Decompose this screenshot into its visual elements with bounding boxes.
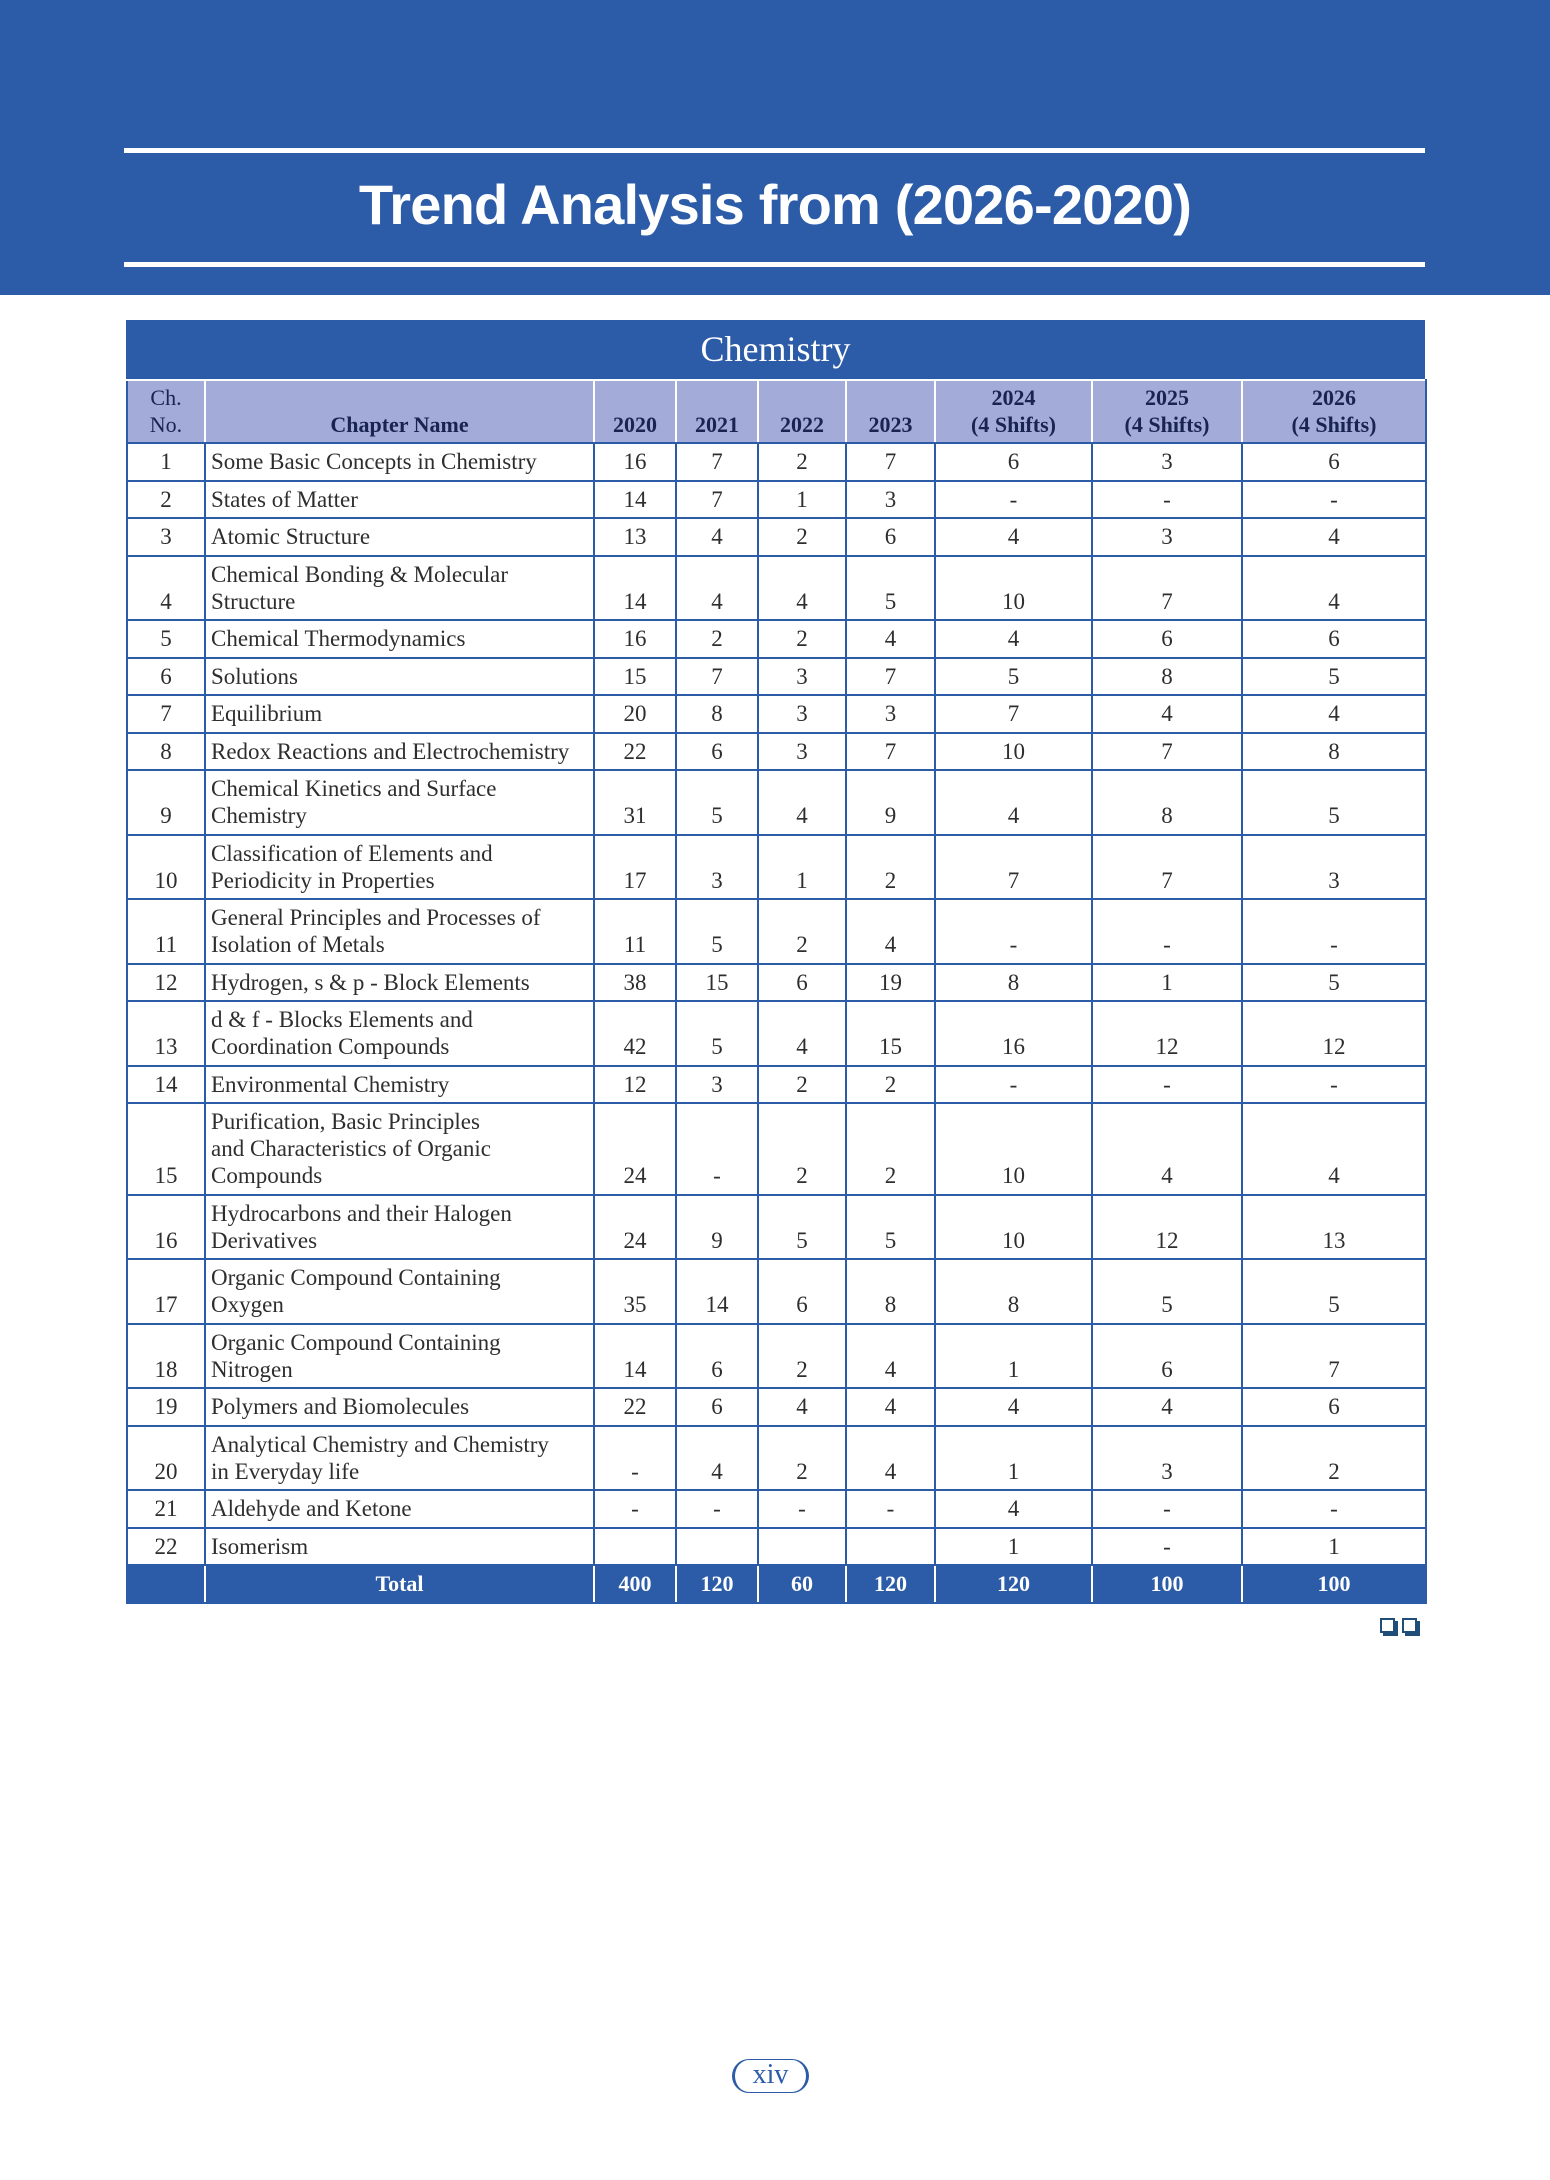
header-2023: 2023 [846, 380, 935, 443]
total-2025: 100 [1092, 1565, 1242, 1603]
value-cell-2026: 2 [1242, 1426, 1426, 1491]
value-cell-2023: 3 [846, 481, 935, 519]
table-row [127, 556, 1426, 621]
chapter-name-cell: Aldehyde and Ketone [205, 1490, 594, 1528]
value-cell-2020: 42 [594, 1001, 676, 1066]
chapter-name-cell: States of Matter [205, 481, 594, 519]
value-cell-2026: 5 [1242, 770, 1426, 835]
value-cell-2024: 10 [935, 556, 1092, 621]
value-cell-2024: 7 [935, 835, 1092, 900]
value-cell-2025: 7 [1092, 556, 1242, 621]
value-cell-2024: 1 [935, 1528, 1092, 1566]
value-cell-2021: - [676, 1103, 758, 1195]
value-cell-2021: 8 [676, 695, 758, 733]
value-cell-2025: 12 [1092, 1001, 1242, 1066]
table-row [127, 1324, 1426, 1389]
value-cell-2020: 16 [594, 620, 676, 658]
value-cell-2024: 1 [935, 1426, 1092, 1491]
value-cell-2023: 19 [846, 964, 935, 1002]
chapter-number-cell: 5 [127, 620, 205, 658]
table-row [127, 1259, 1426, 1324]
chapter-number-cell: 15 [127, 1103, 205, 1195]
chapter-name-cell: Chemical Thermodynamics [205, 620, 594, 658]
value-cell-2026: 8 [1242, 733, 1426, 771]
value-cell-2026: 6 [1242, 443, 1426, 481]
total-2023: 120 [846, 1565, 935, 1603]
value-cell-2021: 6 [676, 1388, 758, 1426]
total-label: Total [205, 1565, 594, 1603]
value-cell-2021: 15 [676, 964, 758, 1002]
value-cell-2026: 7 [1242, 1324, 1426, 1389]
chapter-number-cell: 10 [127, 835, 205, 900]
chapter-name-cell: Some Basic Concepts in Chemistry [205, 443, 594, 481]
header-2024: 2024 (4 Shifts) [935, 380, 1092, 443]
value-cell-2025: 4 [1092, 1103, 1242, 1195]
value-cell-2021: 5 [676, 1001, 758, 1066]
chapter-name-cell: Environmental Chemistry [205, 1066, 594, 1104]
chapter-name-cell: Chemical Kinetics and Surface Chemistry [205, 770, 594, 835]
chapter-number-cell: 16 [127, 1195, 205, 1260]
value-cell-2024: - [935, 481, 1092, 519]
value-cell-2025: 6 [1092, 1324, 1242, 1389]
value-cell-2026: 4 [1242, 518, 1426, 556]
value-cell-2021 [676, 1528, 758, 1566]
value-cell-2023: 7 [846, 658, 935, 696]
value-cell-2021: - [676, 1490, 758, 1528]
table-row [127, 1066, 1426, 1104]
page-number: xiv [732, 2059, 809, 2093]
chapter-number-cell: 17 [127, 1259, 205, 1324]
value-cell-2020: 14 [594, 556, 676, 621]
shadowed-square-icon [1380, 1618, 1395, 1633]
chapter-name-cell: Organic Compound Containing Oxygen [205, 1259, 594, 1324]
value-cell-2022: - [758, 1490, 846, 1528]
total-2021: 120 [676, 1565, 758, 1603]
value-cell-2020 [594, 1528, 676, 1566]
chapter-name-cell: Classification of Elements and Periodicity in Properties [205, 835, 594, 900]
chapter-number-cell: 13 [127, 1001, 205, 1066]
chapter-number-cell: 6 [127, 658, 205, 696]
total-row [127, 1565, 1426, 1603]
value-cell-2024: 4 [935, 1388, 1092, 1426]
value-cell-2026: 5 [1242, 964, 1426, 1002]
chapter-name-cell: Hydrocarbons and their Halogen Derivatives [205, 1195, 594, 1260]
value-cell-2020: 12 [594, 1066, 676, 1104]
chapter-number-cell: 20 [127, 1426, 205, 1491]
chapter-name-cell: Atomic Structure [205, 518, 594, 556]
value-cell-2021: 7 [676, 658, 758, 696]
value-cell-2025: 4 [1092, 695, 1242, 733]
value-cell-2024: 4 [935, 518, 1092, 556]
value-cell-2020: 24 [594, 1103, 676, 1195]
value-cell-2020: 20 [594, 695, 676, 733]
value-cell-2022: 4 [758, 770, 846, 835]
table-row [127, 899, 1426, 964]
value-cell-2026: - [1242, 1066, 1426, 1104]
value-cell-2023: 3 [846, 695, 935, 733]
value-cell-2020: - [594, 1426, 676, 1491]
value-cell-2026: 3 [1242, 835, 1426, 900]
value-cell-2022: 6 [758, 964, 846, 1002]
value-cell-2020: 17 [594, 835, 676, 900]
value-cell-2024: 5 [935, 658, 1092, 696]
value-cell-2022: 2 [758, 1426, 846, 1491]
value-cell-2025: 4 [1092, 1388, 1242, 1426]
value-cell-2025: 5 [1092, 1259, 1242, 1324]
value-cell-2021: 5 [676, 770, 758, 835]
title-top-rule [124, 148, 1425, 153]
page-title: Trend Analysis from (2026-2020) [358, 173, 1192, 236]
chapter-name-cell: Hydrogen, s & p - Block Elements [205, 964, 594, 1002]
value-cell-2021: 2 [676, 620, 758, 658]
value-cell-2020: 22 [594, 1388, 676, 1426]
value-cell-2023: 4 [846, 899, 935, 964]
shadowed-square-icon [1402, 1618, 1417, 1633]
value-cell-2020: 11 [594, 899, 676, 964]
value-cell-2023: 5 [846, 1195, 935, 1260]
value-cell-2023: 15 [846, 1001, 935, 1066]
table-row [127, 518, 1426, 556]
value-cell-2021: 3 [676, 1066, 758, 1104]
value-cell-2022: 3 [758, 658, 846, 696]
value-cell-2026: 6 [1242, 1388, 1426, 1426]
chapter-name-cell: Purification, Basic Principles and Characteristics of Organic Compounds [205, 1103, 594, 1195]
value-cell-2026: 4 [1242, 1103, 1426, 1195]
value-cell-2024: - [935, 899, 1092, 964]
value-cell-2021: 7 [676, 481, 758, 519]
value-cell-2024: 4 [935, 620, 1092, 658]
value-cell-2023: 8 [846, 1259, 935, 1324]
value-cell-2022: 4 [758, 556, 846, 621]
value-cell-2021: 14 [676, 1259, 758, 1324]
value-cell-2020: 14 [594, 1324, 676, 1389]
chapter-name-cell: Organic Compound Containing Nitrogen [205, 1324, 594, 1389]
value-cell-2025: - [1092, 1490, 1242, 1528]
value-cell-2025: - [1092, 481, 1242, 519]
value-cell-2020: 16 [594, 443, 676, 481]
value-cell-2021: 4 [676, 518, 758, 556]
end-mark-icon [1380, 1618, 1422, 1636]
value-cell-2025: 3 [1092, 443, 1242, 481]
value-cell-2025: 1 [1092, 964, 1242, 1002]
value-cell-2025: 7 [1092, 835, 1242, 900]
value-cell-2022: 1 [758, 481, 846, 519]
value-cell-2020: 22 [594, 733, 676, 771]
value-cell-2025: 6 [1092, 620, 1242, 658]
value-cell-2023: 2 [846, 835, 935, 900]
chapter-name-cell: Chemical Bonding & Molecular Structure [205, 556, 594, 621]
table-body [127, 443, 1426, 1565]
chapter-number-cell: 1 [127, 443, 205, 481]
chapter-number-cell: 11 [127, 899, 205, 964]
value-cell-2020: 24 [594, 1195, 676, 1260]
value-cell-2021: 4 [676, 1426, 758, 1491]
chapter-name-cell: d & f - Blocks Elements and Coordination Compounds [205, 1001, 594, 1066]
chapter-number-cell: 8 [127, 733, 205, 771]
value-cell-2025: 7 [1092, 733, 1242, 771]
value-cell-2026: - [1242, 899, 1426, 964]
value-cell-2024: 1 [935, 1324, 1092, 1389]
chapter-number-cell: 14 [127, 1066, 205, 1104]
value-cell-2024: 16 [935, 1001, 1092, 1066]
header-chapter-number: Ch. No. [127, 380, 205, 443]
chapter-number-cell: 4 [127, 556, 205, 621]
value-cell-2023: 4 [846, 1324, 935, 1389]
table-row [127, 770, 1426, 835]
value-cell-2021: 3 [676, 835, 758, 900]
value-cell-2022: 4 [758, 1388, 846, 1426]
value-cell-2022: 2 [758, 899, 846, 964]
value-cell-2020: 38 [594, 964, 676, 1002]
value-cell-2025: 3 [1092, 1426, 1242, 1491]
value-cell-2021: 5 [676, 899, 758, 964]
value-cell-2023: - [846, 1490, 935, 1528]
value-cell-2023: 9 [846, 770, 935, 835]
value-cell-2026: - [1242, 1490, 1426, 1528]
value-cell-2022: 1 [758, 835, 846, 900]
table-row [127, 964, 1426, 1002]
value-cell-2022: 2 [758, 1103, 846, 1195]
value-cell-2020: 15 [594, 658, 676, 696]
table-row [127, 1001, 1426, 1066]
header-2025: 2025 (4 Shifts) [1092, 380, 1242, 443]
value-cell-2021: 6 [676, 1324, 758, 1389]
header-2026: 2026 (4 Shifts) [1242, 380, 1426, 443]
value-cell-2022 [758, 1528, 846, 1566]
value-cell-2023: 2 [846, 1103, 935, 1195]
value-cell-2021: 6 [676, 733, 758, 771]
value-cell-2022: 4 [758, 1001, 846, 1066]
chapter-name-cell: Redox Reactions and Electrochemistry [205, 733, 594, 771]
table-row [127, 1490, 1426, 1528]
value-cell-2026: 4 [1242, 556, 1426, 621]
value-cell-2024: 4 [935, 1490, 1092, 1528]
value-cell-2022: 2 [758, 443, 846, 481]
value-cell-2022: 3 [758, 733, 846, 771]
value-cell-2024: 10 [935, 1103, 1092, 1195]
table-row [127, 1195, 1426, 1260]
value-cell-2026: 5 [1242, 658, 1426, 696]
value-cell-2020: 35 [594, 1259, 676, 1324]
chapter-name-cell: Isomerism [205, 1528, 594, 1566]
value-cell-2024: 8 [935, 964, 1092, 1002]
chapter-number-cell: 9 [127, 770, 205, 835]
value-cell-2022: 6 [758, 1259, 846, 1324]
value-cell-2021: 9 [676, 1195, 758, 1260]
title-banner [0, 0, 1550, 295]
header-2022: 2022 [758, 380, 846, 443]
table-row [127, 620, 1426, 658]
value-cell-2024: 10 [935, 1195, 1092, 1260]
value-cell-2025: 3 [1092, 518, 1242, 556]
trend-table [126, 379, 1427, 1604]
value-cell-2024: 6 [935, 443, 1092, 481]
chapter-number-cell: 7 [127, 695, 205, 733]
total-2022: 60 [758, 1565, 846, 1603]
chapter-number-cell: 21 [127, 1490, 205, 1528]
value-cell-2023: 5 [846, 556, 935, 621]
header-2021: 2021 [676, 380, 758, 443]
chapter-number-cell: 3 [127, 518, 205, 556]
value-cell-2023: 4 [846, 620, 935, 658]
subject-title: Chemistry [700, 329, 851, 369]
table-header-row [127, 380, 1426, 443]
chapter-name-cell: Solutions [205, 658, 594, 696]
value-cell-2023: 4 [846, 1388, 935, 1426]
table-row [127, 1426, 1426, 1491]
table-row [127, 1388, 1426, 1426]
value-cell-2025: - [1092, 899, 1242, 964]
value-cell-2025: 12 [1092, 1195, 1242, 1260]
total-spacer-cell [127, 1565, 205, 1603]
value-cell-2022: 2 [758, 1066, 846, 1104]
value-cell-2025: - [1092, 1528, 1242, 1566]
value-cell-2020: 13 [594, 518, 676, 556]
value-cell-2022: 2 [758, 620, 846, 658]
value-cell-2026: 5 [1242, 1259, 1426, 1324]
value-cell-2022: 5 [758, 1195, 846, 1260]
value-cell-2026: 1 [1242, 1528, 1426, 1566]
table-row [127, 658, 1426, 696]
subject-header [126, 320, 1425, 379]
total-2024: 120 [935, 1565, 1092, 1603]
title-bottom-rule [124, 262, 1425, 267]
value-cell-2025: 8 [1092, 658, 1242, 696]
value-cell-2023: 2 [846, 1066, 935, 1104]
value-cell-2025: - [1092, 1066, 1242, 1104]
value-cell-2023: 7 [846, 443, 935, 481]
value-cell-2023 [846, 1528, 935, 1566]
chapter-name-cell: General Principles and Processes of Isolation of Metals [205, 899, 594, 964]
value-cell-2020: - [594, 1490, 676, 1528]
chapter-number-cell: 12 [127, 964, 205, 1002]
value-cell-2024: 8 [935, 1259, 1092, 1324]
chapter-number-cell: 2 [127, 481, 205, 519]
value-cell-2020: 31 [594, 770, 676, 835]
table-row [127, 1103, 1426, 1195]
table-row [127, 695, 1426, 733]
value-cell-2026: 6 [1242, 620, 1426, 658]
value-cell-2022: 2 [758, 518, 846, 556]
value-cell-2024: 10 [935, 733, 1092, 771]
value-cell-2026: 4 [1242, 695, 1426, 733]
value-cell-2026: 13 [1242, 1195, 1426, 1260]
table-row [127, 1528, 1426, 1566]
total-2020: 400 [594, 1565, 676, 1603]
value-cell-2021: 7 [676, 443, 758, 481]
table-row [127, 733, 1426, 771]
value-cell-2023: 4 [846, 1426, 935, 1491]
value-cell-2020: 14 [594, 481, 676, 519]
table-row [127, 443, 1426, 481]
value-cell-2024: 7 [935, 695, 1092, 733]
value-cell-2022: 2 [758, 1324, 846, 1389]
value-cell-2023: 7 [846, 733, 935, 771]
value-cell-2026: 12 [1242, 1001, 1426, 1066]
value-cell-2025: 8 [1092, 770, 1242, 835]
value-cell-2023: 6 [846, 518, 935, 556]
chapter-name-cell: Analytical Chemistry and Chemistry in Everyday life [205, 1426, 594, 1491]
chapter-number-cell: 22 [127, 1528, 205, 1566]
chapter-name-cell: Polymers and Biomolecules [205, 1388, 594, 1426]
value-cell-2022: 3 [758, 695, 846, 733]
chapter-number-cell: 18 [127, 1324, 205, 1389]
value-cell-2026: - [1242, 481, 1426, 519]
header-chapter-name: Chapter Name [205, 380, 594, 443]
value-cell-2024: 4 [935, 770, 1092, 835]
table-row [127, 481, 1426, 519]
table-row [127, 835, 1426, 900]
value-cell-2024: - [935, 1066, 1092, 1104]
header-2020: 2020 [594, 380, 676, 443]
total-2026: 100 [1242, 1565, 1426, 1603]
chapter-name-cell: Equilibrium [205, 695, 594, 733]
value-cell-2021: 4 [676, 556, 758, 621]
chapter-number-cell: 19 [127, 1388, 205, 1426]
